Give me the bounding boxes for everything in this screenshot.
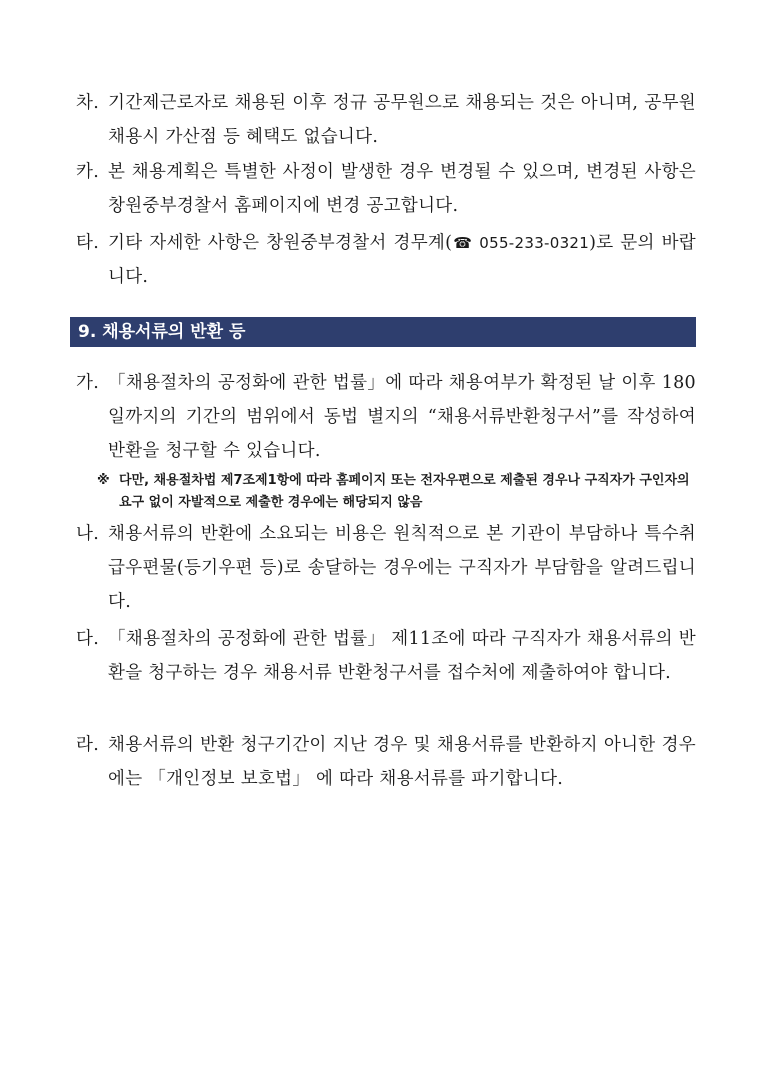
contact-text-end: )로 문의 바랍니다. <box>108 233 696 287</box>
note-marker: ※ <box>97 473 110 488</box>
list-item-da <box>76 622 696 690</box>
item-text: 기간제근로자로 채용된 이후 정규 공무원으로 채용되는 것은 아니며, 공무원 채용시 가산점 등 혜택도 없습니다. <box>108 93 696 147</box>
phone-number: 055-233-0321 <box>473 234 590 252</box>
list-item-na <box>76 517 696 619</box>
section-heading: 9. 채용서류의 반환 등 <box>70 317 696 347</box>
item-marker: 타. <box>76 233 100 253</box>
list-item-ka <box>76 155 696 223</box>
list-item-ta <box>76 226 696 294</box>
phone-icon: ☎ <box>452 234 474 252</box>
item-text: 채용서류의 반환에 소요되는 비용은 원칙적으로 본 기관이 부담하나 특수취급우편물(등기우편 등)로 송달하는 경우에는 구직자가 부담함을 알려드립니다. <box>108 524 696 612</box>
list-item-ra <box>76 728 696 796</box>
list-item-ga <box>76 366 696 468</box>
contact-text: 기타 자세한 사항은 창원중부경찰서 경무계( <box>108 233 453 253</box>
list-item-cha <box>76 86 696 154</box>
item-text: 채용서류의 반환 청구기간이 지난 경우 및 채용서류를 반환하지 아니한 경우에는 「개인정보 보호법」 에 따라 채용서류를 파기합니다. <box>108 735 696 789</box>
item-text: 「채용절차의 공정화에 관한 법률」에 따라 채용여부가 확정된 날 이후 180일까지의 기간의 범위에서 동법 별지의 “채용서류반환청구서”를 작성하여 반환을 청구할 수 있습니다. <box>108 373 696 461</box>
item-marker: 라. <box>76 735 100 755</box>
item-marker: 나. <box>76 524 100 544</box>
item-text <box>108 226 696 294</box>
item-marker: 가. <box>76 373 100 393</box>
item-marker: 다. <box>76 629 100 649</box>
note-text: 다만, 채용절차법 제7조제1항에 따라 홈페이지 또는 전자우편으로 제출된 경우나 구직자가 구인자의 요구 없이 자발적으로 제출한 경우에는 해당되지 않음 <box>119 473 690 510</box>
item-marker: 차. <box>76 93 100 113</box>
item-marker: 카. <box>76 162 100 182</box>
item-text: 「채용절차의 공정화에 관한 법률」 제11조에 따라 구직자가 채용서류의 반환을 청구하는 경우 채용서류 반환청구서를 접수처에 제출하여야 합니다. <box>108 629 696 683</box>
item-text: 본 채용계획은 특별한 사정이 발생한 경우 변경될 수 있으며, 변경된 사항은 창원중부경찰서 홈페이지에 변경 공고합니다. <box>108 162 696 216</box>
note <box>97 470 697 514</box>
